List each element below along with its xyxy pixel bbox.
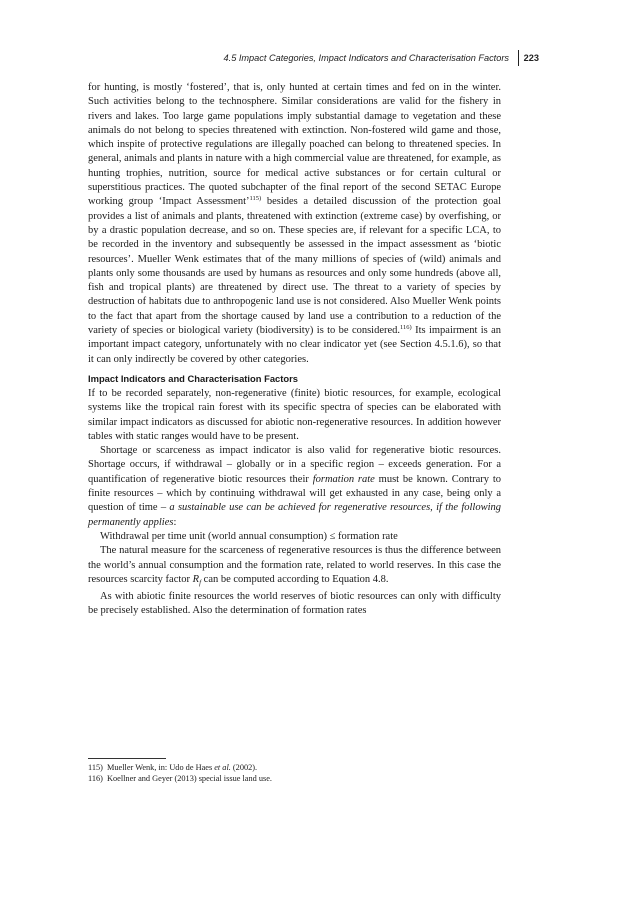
text-span: for hunting, is mostly ‘fostered’, that is, only hunted at certain times and fed on in the winter. Such activities belong to the technosphere. Similar considerations are valid for the fishery in rivers and lakes. Too large game populations imply substantial damage to vegetation and these animals do not belong to species threatened with extinction. Non-fostered wild game and those, which inspite of protective regulations are illegally poached can belong to threatened species. In general, animals and plants in nature with a high commercial value are threatened, for example, as hunting trophies, nutrition, source for medical active substances or for certain cultural or superstitious practices. The quoted subchapter of the final report of the second SETAC Europe working group ‘Impact Assessment’: [88, 82, 501, 208]
text-span: Shortage or scarceness as impact indicator is also valid for regenerative biotic resources. Shortage occurs, if withdrawal – globally or in a specific region – exceeds generation. For a quantification of regenerative biotic resources their: [88, 445, 501, 485]
text-span: can be computed according to Equation 4.8.: [201, 573, 389, 585]
body-text: [88, 81, 501, 619]
footnote-115: [88, 762, 501, 773]
footnote-ref-116[interactable]: 116): [400, 324, 412, 332]
footnote-number: 116): [88, 774, 103, 783]
text-span: must be known. Contrary to finite resources – which by continuing withdrawal will get exhausted in any case, being only a question of time –: [88, 473, 502, 514]
footnote-text: Koellner and Geyer (2013) special issue land use.: [107, 774, 272, 783]
paragraph: As with abiotic finite resources the world reserves of biotic resources can only with difficulty be precisely established. Also the determination of formation rates: [88, 591, 501, 617]
paragraph: [88, 444, 501, 530]
header-title: 4.5 Impact Categories, Impact Indicators and Characterisation Factors: [223, 53, 509, 63]
text-span: besides a detailed discussion of the protection goal provides a list of animals and plants, threatened with extinction (extreme case) by overfishing, or by a drastic population decrease, and so on. These species are, if relevant for a specific LCA, to be recorded in the inventory and subsequently be assessed in the impact assessment as ‘biotic resources’. Mueller Wenk estimates that of the many millions of species of (wild) animals and plants only some thousands are used by humans as resources and only some hundreds (above all, fish and tropical plants) are threatened by direct use. The threat to a variety of species by destruction of habitats due to anthropogenic land use is not considered. Also Mueller Wenk points to the fact that apart from the shortage caused by land use a contribution to a reduction of the variety of species or biological variety (biodiversity) is to be considered.: [88, 196, 501, 337]
text-span: :: [173, 516, 177, 528]
variable-symbol: R: [192, 573, 200, 585]
footnote-italic: et al.: [214, 763, 231, 772]
variable-subscript: f: [199, 578, 202, 587]
footnote-divider: [88, 758, 166, 759]
footnotes: [88, 762, 501, 784]
section-heading: Impact Indicators and Characterisation Factors: [88, 372, 298, 384]
footnote-116: [88, 773, 501, 784]
running-header: [88, 50, 539, 66]
text-span: The natural measure for the scarceness of regenerative resources is thus the difference between the world’s annual consumption and the formation rate, related to world reserves. In this case the resources scarcity factor: [88, 545, 501, 585]
footnote-text: (2002).: [230, 763, 258, 772]
paragraph: [88, 544, 501, 590]
page-number: 223: [523, 53, 539, 63]
italic-term: formation rate: [312, 473, 375, 485]
inequality-line: Withdrawal per time unit (world annual consumption) ≤ formation rate: [100, 530, 398, 542]
footnote-ref-115[interactable]: 115): [249, 195, 262, 203]
text-span: Its impairment is an important impact category, unfortunately with no clear indicator yet (see Section 4.5.1.6), so that it can only indirectly be covered by other categories.: [88, 325, 501, 365]
italic-statement: a sustainable use can be achieved for regenerative resources, if the following permanently applies: [88, 502, 501, 528]
header-divider: [518, 50, 520, 66]
footnote-text: Mueller Wenk, in: Udo de Haes: [107, 763, 215, 772]
paragraph: [88, 81, 501, 367]
paragraph: If to be recorded separately, non-regenerative (finite) biotic resources, for example, ecological systems like the tropical rain forest with its specific spectra of species can be elaborated with similar impact indicators as discussed for abiotic non-regenerative resources. In addition however tables with static ranges would have to be present.: [88, 387, 501, 442]
footnote-number: 115): [88, 763, 103, 772]
